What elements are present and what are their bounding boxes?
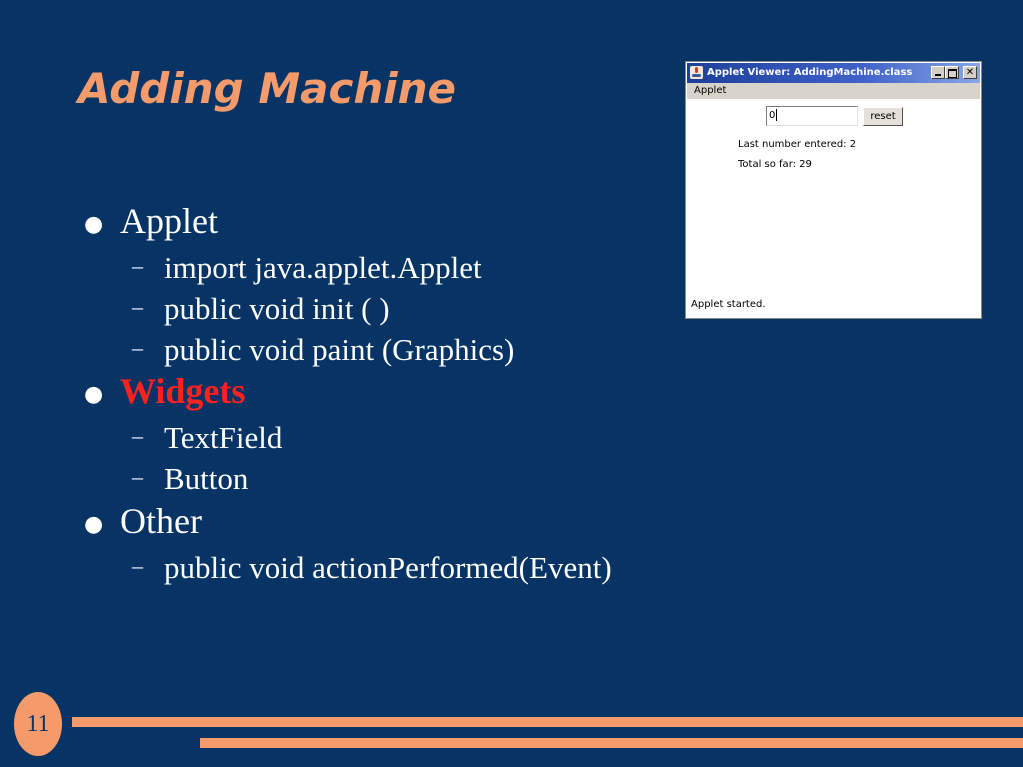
applet-menubar — [687, 83, 980, 99]
slide-title: Adding Machine — [78, 64, 457, 113]
minimize-icon — [935, 74, 941, 76]
sub-bullet-label: public void init ( ) — [164, 291, 390, 326]
sub-bullet-label: Button — [164, 461, 249, 496]
total-label: Total so far: 29 — [738, 159, 812, 170]
window-title: Applet Viewer: AddingMachine.class — [707, 67, 913, 78]
textfield-value: 0 — [769, 110, 776, 121]
sub-bullet-label: import java.applet.Applet — [164, 250, 482, 285]
status-bar-text: Applet started. — [691, 299, 766, 310]
minimize-button[interactable] — [931, 66, 945, 79]
page-number: 11 — [26, 711, 50, 737]
sub-bullet-label: public void actionPerformed(Event) — [164, 550, 612, 585]
sub-bullet-label: TextField — [164, 420, 283, 455]
applet-viewer-window — [685, 61, 982, 319]
bullet-label: Widgets — [120, 371, 246, 411]
bullet-label: Other — [120, 501, 202, 541]
bullet-label: Applet — [120, 201, 218, 241]
text-caret — [776, 109, 777, 121]
menu-applet[interactable]: Applet — [694, 85, 727, 96]
footer-bar-bottom — [200, 738, 1023, 748]
applet-body — [687, 99, 980, 318]
close-button[interactable] — [963, 66, 977, 79]
dash-icon: – — [132, 335, 143, 360]
number-textfield[interactable] — [766, 106, 858, 126]
dash-icon: – — [132, 423, 143, 448]
bullet-dot-icon: ● — [84, 212, 104, 237]
dash-icon: – — [132, 253, 143, 278]
sub-bullet-label: public void paint (Graphics) — [164, 332, 515, 367]
dash-icon: – — [132, 294, 143, 319]
dash-icon: – — [132, 553, 143, 578]
maximize-button[interactable] — [945, 66, 959, 79]
dash-icon: – — [132, 464, 143, 489]
close-icon: ✕ — [965, 67, 975, 78]
bullet-dot-icon: ● — [84, 382, 104, 407]
bullet-dot-icon: ● — [84, 512, 104, 537]
last-number-label: Last number entered: 2 — [738, 139, 857, 150]
footer-bar-top — [72, 717, 1023, 727]
reset-button[interactable]: reset — [863, 107, 903, 126]
java-cup-icon — [690, 66, 703, 79]
window-titlebar[interactable] — [687, 63, 980, 83]
maximize-icon — [948, 69, 957, 78]
